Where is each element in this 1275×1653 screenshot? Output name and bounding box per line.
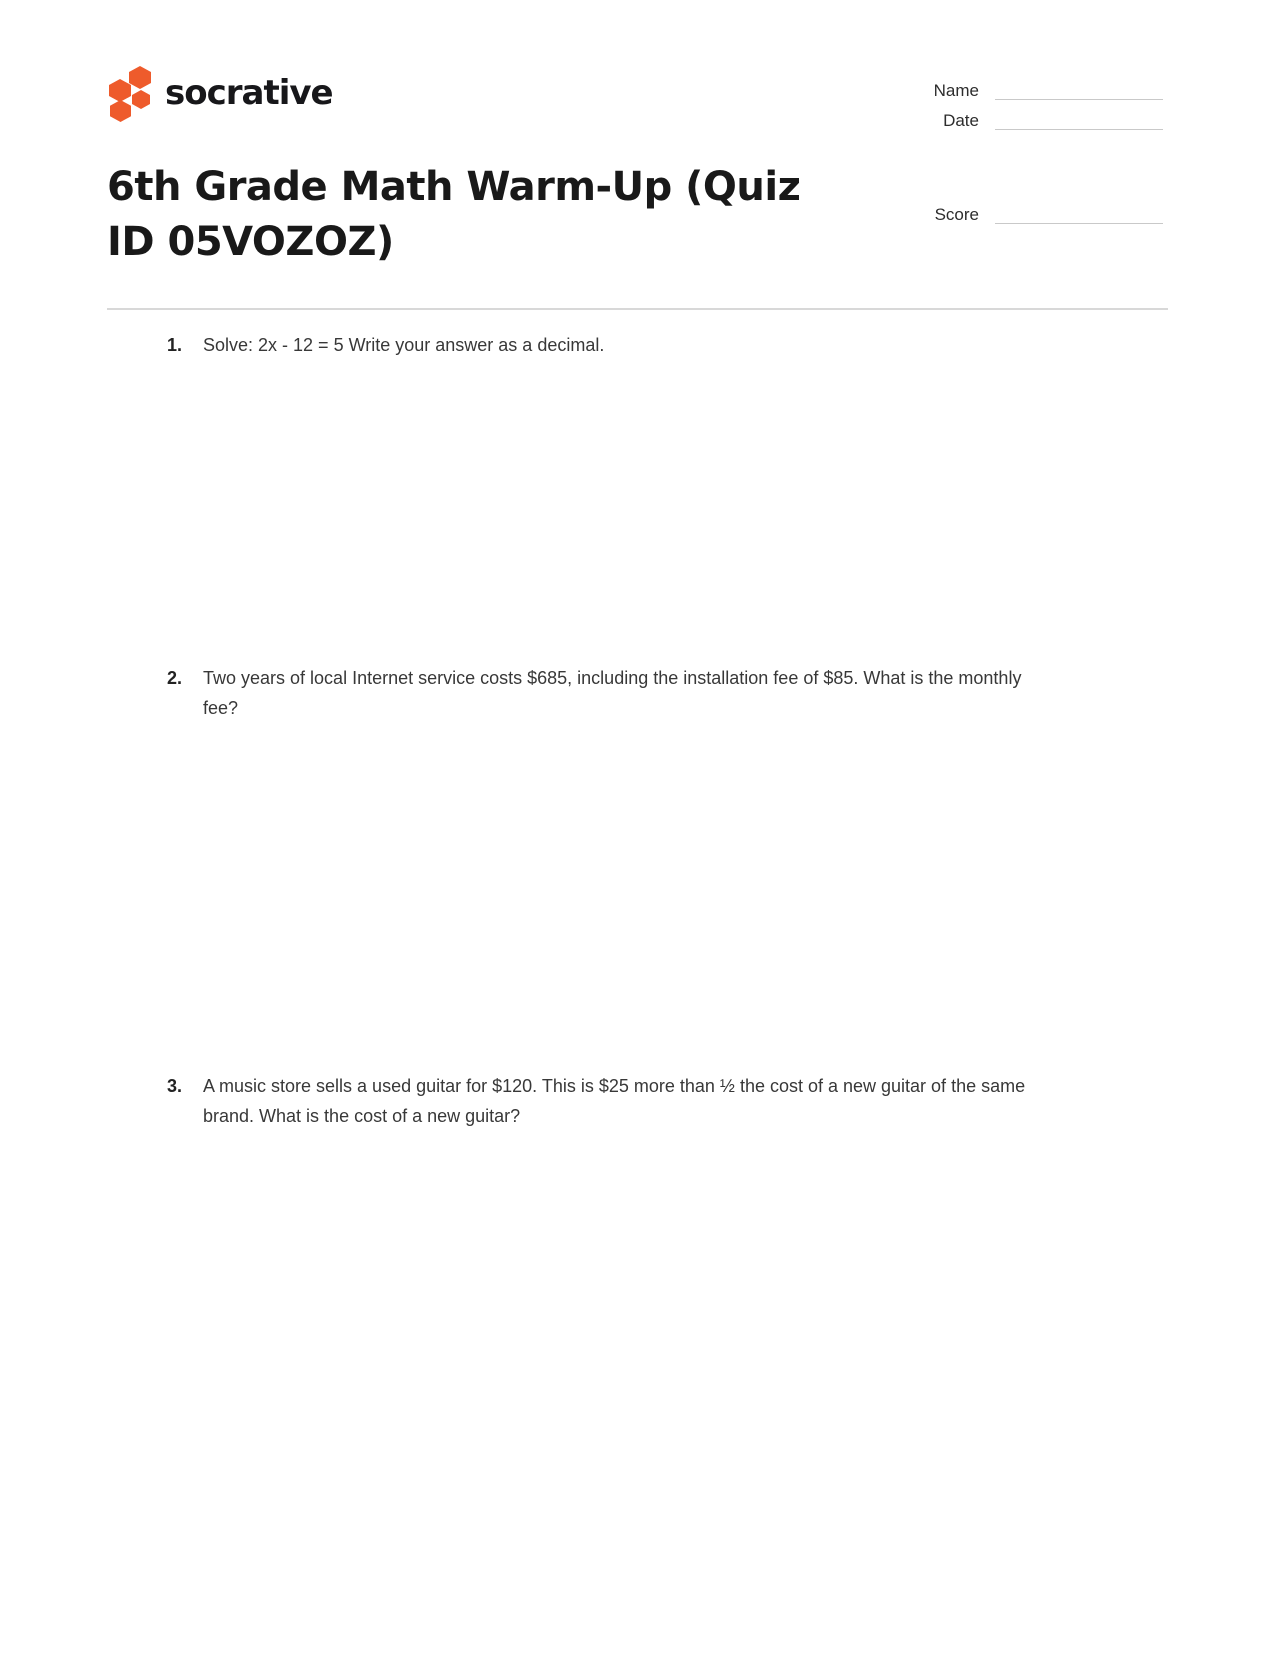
logo-hexagon-icon	[110, 100, 131, 122]
score-field-row	[935, 198, 1163, 228]
name-label: Name	[933, 81, 979, 100]
logo-hexagon-icon	[132, 90, 150, 109]
student-info-fields	[934, 74, 1163, 134]
question-item-2	[167, 663, 1177, 723]
name-blank-line	[995, 99, 1163, 100]
score-label: Score	[934, 205, 979, 224]
date-label: Date	[943, 111, 979, 130]
question-text: Solve: 2x - 12 = 5 Write your answer as a decimal.	[203, 335, 605, 355]
quiz-title: 6th Grade Math Warm-Up (Quiz ID 05VOZOZ)	[107, 164, 801, 265]
question-list	[167, 330, 1177, 1131]
header-divider	[107, 308, 1168, 310]
question-number: 3.	[167, 1076, 183, 1096]
question-text: A music store sells a used guitar for $120. This is $25 more than ½ the cost of a new guitar of the same brand. What is the cost of a new guitar?	[203, 1076, 1026, 1126]
score-field	[935, 198, 1163, 228]
logo-hexagon-icon	[109, 79, 131, 102]
socrative-wordmark: socrative	[165, 73, 333, 113]
socrative-hexagon-mark-icon	[107, 64, 155, 126]
question-text: Two years of local Internet service costs $685, including the installation fee of $85. What is the monthly fee?	[203, 668, 1022, 718]
question-item-3	[167, 1071, 1177, 1131]
question-item-1	[167, 330, 1177, 360]
socrative-logo	[107, 64, 333, 126]
date-field-row	[934, 104, 1163, 134]
question-number: 2.	[167, 668, 183, 688]
date-blank-line	[995, 129, 1163, 130]
score-blank-line	[995, 223, 1163, 224]
logo-hexagon-icon	[129, 66, 151, 89]
name-field-row	[934, 74, 1163, 104]
question-number: 1.	[167, 335, 183, 355]
